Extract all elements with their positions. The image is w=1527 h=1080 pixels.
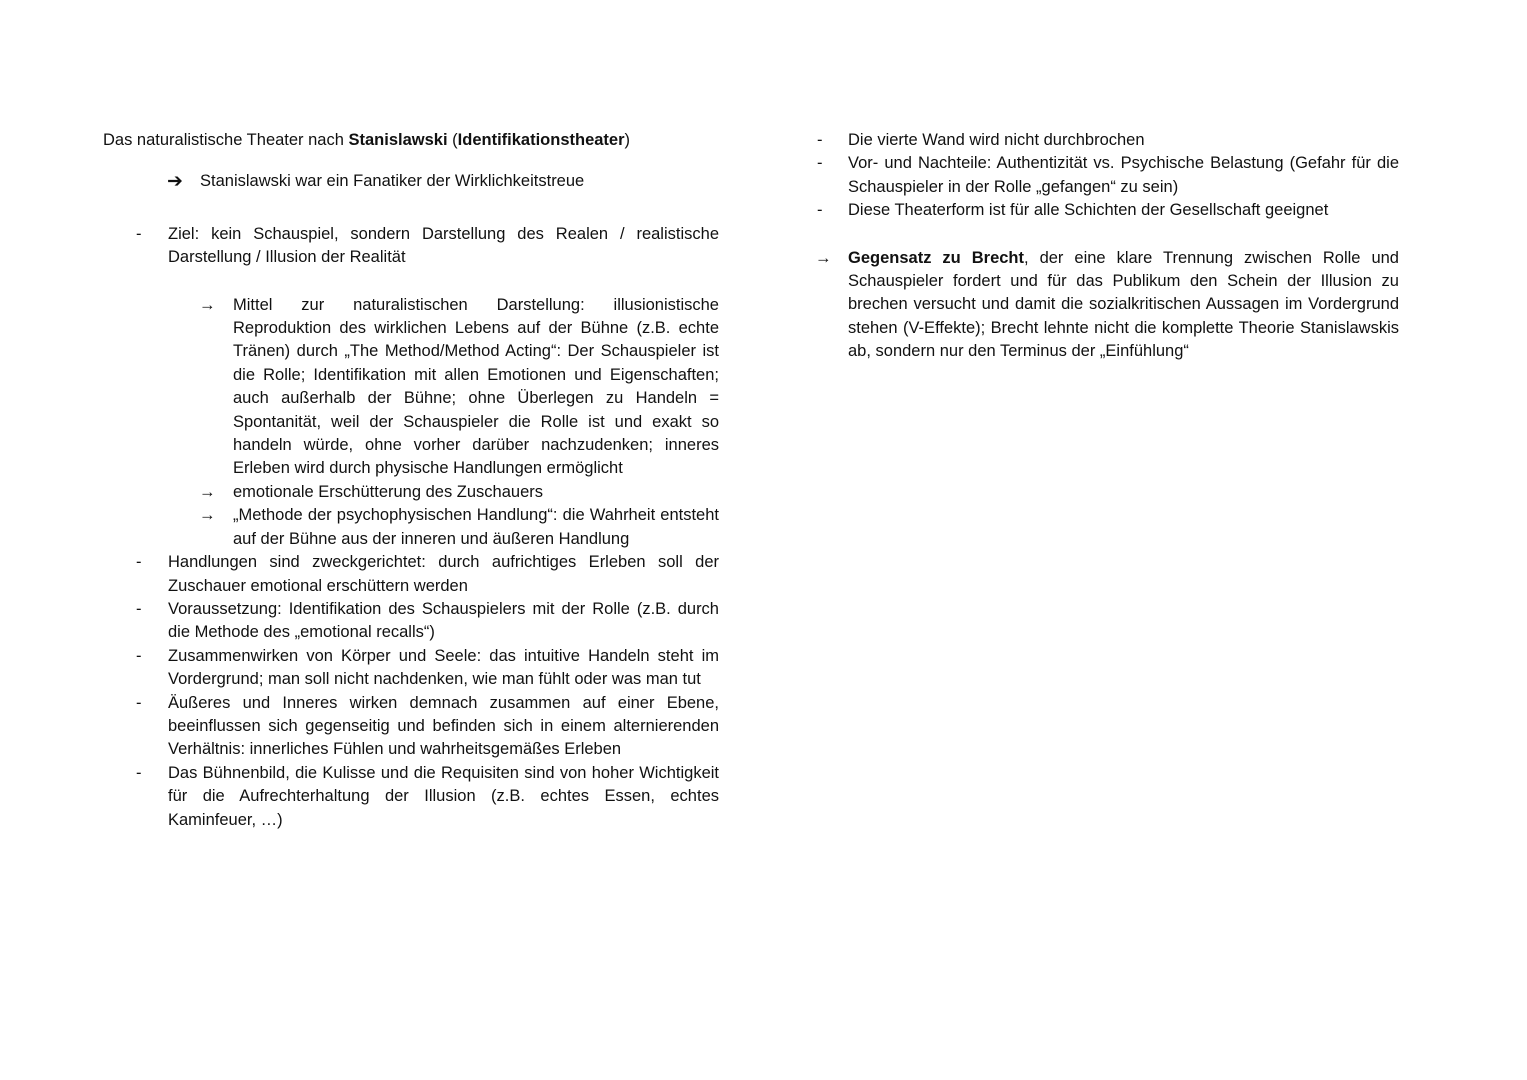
- dash-bullet-icon: -: [136, 553, 142, 572]
- document-title: [103, 129, 719, 152]
- sub-point-methode: [103, 504, 719, 551]
- bullet-text: Zusammenwirken von Körper und Seele: das intuitive Handeln steht im Vordergrund; man soll nicht nachdenken, wie man fühlt oder was man tut: [168, 646, 719, 689]
- left-column: [103, 129, 719, 832]
- title-mid: (: [447, 131, 458, 149]
- title-suffix: ): [624, 131, 631, 149]
- bullet-text: Voraussetzung: Identifikation des Schauspielers mit der Rolle (z.B. durch die Methode des „emotional recalls“): [168, 599, 719, 642]
- title-stanislawski: Stanislawski: [348, 131, 448, 149]
- sub-point-text: emotionale Erschütterung des Zuschauers: [233, 482, 544, 501]
- brecht-heading: Gegensatz zu Brecht: [848, 248, 1024, 267]
- dash-bullet-icon: -: [136, 693, 142, 712]
- dash-bullet-icon: -: [817, 154, 823, 173]
- bullet-buehnenbild: [103, 762, 719, 832]
- bullet-text: Vor- und Nachteile: Authentizität vs. Psychische Belastung (Gefahr für die Schauspieler in der Rolle „gefangen“ zu sein): [848, 154, 1399, 196]
- arrow-icon: →: [199, 506, 216, 525]
- bullet-zusammenwirken: [103, 645, 719, 692]
- brecht-text: , der eine klare Trennung zwischen Rolle und Schauspieler fordert und für das Publikum den Schein der Illusion zu brechen versucht und damit die sozialkritischen Aussagen im Vordergrund stehen (V-Effekte); Brecht lehnte nicht die komplette Theorie Stanislawskis ab, sondern nur den Terminus der „Einfühlung“: [848, 248, 1399, 361]
- sub-point-text: „Methode der psychophysischen Handlung“: die Wahrheit entsteht auf der Bühne aus der inneren und äußeren Handlung: [233, 506, 719, 548]
- bullet-text: Die vierte Wand wird nicht durchbrochen: [848, 131, 1145, 149]
- arrow-icon: →: [815, 248, 832, 267]
- bullet-text: Ziel: kein Schauspiel, sondern Darstellung des Realen / realistische Darstellung / Illusion der Realität: [168, 224, 719, 267]
- bullet-text: Diese Theaterform ist für alle Schichten der Gesellschaft geeignet: [848, 201, 1329, 220]
- bullet-text: Handlungen sind zweckgerichtet: durch aufrichtiges Erleben soll der Zuschauer emotional erschüttern werden: [168, 553, 719, 595]
- sub-point-text: Mittel zur naturalistischen Darstellung: illusionistische Reproduktion des wirklichen Lebens auf der Bühne (z.B. echte Tränen) durch „The Method/Method Acting“: Der Schauspieler ist die Rolle; Identifikation mit allen Emotionen und Eigenschaften; auch außerhalb der Bühne; ohne Überlegen zu Handeln = Spontanität, weil der Schauspieler die Rolle ist und exakt so handeln würde, ohne vorher darüber nachzudenken; inneres Erleben wird durch physische Handlungen ermöglicht: [233, 295, 719, 478]
- sub-point-erschuetterung: [103, 481, 719, 504]
- bullet-vor-nachteile: [815, 152, 1399, 199]
- bullet-ziel: [103, 223, 719, 270]
- bullet-text: Das Bühnenbild, die Kulisse und die Requisiten sind von hoher Wichtigkeit für die Aufrechterhaltung der Illusion (z.B. echtes Essen, echtes Kaminfeuer, …): [168, 763, 719, 829]
- main-arrow-point: [103, 170, 719, 193]
- dash-bullet-icon: -: [817, 131, 823, 149]
- dash-bullet-icon: -: [136, 224, 142, 243]
- title-prefix: Das naturalistische Theater nach: [103, 131, 349, 149]
- dash-bullet-icon: -: [136, 646, 142, 665]
- bullet-vierte-wand: [815, 129, 1399, 152]
- sub-point-mittel: [103, 294, 719, 481]
- bold-arrow-icon: ➔: [167, 171, 183, 193]
- dash-bullet-icon: -: [817, 201, 823, 220]
- bullet-voraussetzung: [103, 598, 719, 645]
- dash-bullet-icon: -: [136, 763, 142, 782]
- bullet-theaterform: [815, 199, 1399, 222]
- brecht-contrast-point: [815, 247, 1399, 364]
- main-arrow-text: Stanislawski war ein Fanatiker der Wirklichkeitstreue: [200, 172, 585, 191]
- right-column: [815, 129, 1399, 364]
- bullet-handlungen: [103, 551, 719, 598]
- title-identifikationstheater: Identifikationstheater: [457, 131, 625, 149]
- dash-bullet-icon: -: [136, 599, 142, 618]
- bullet-text: Äußeres und Inneres wirken demnach zusammen auf einer Ebene, beeinflussen sich gegenseitig und befinden sich in einem alternierenden Verhältnis: innerliches Fühlen und wahrheitsgemäßes Erleben: [168, 693, 719, 759]
- arrow-icon: →: [199, 482, 216, 501]
- arrow-icon: →: [199, 295, 216, 314]
- bullet-aeusseres-inneres: [103, 692, 719, 762]
